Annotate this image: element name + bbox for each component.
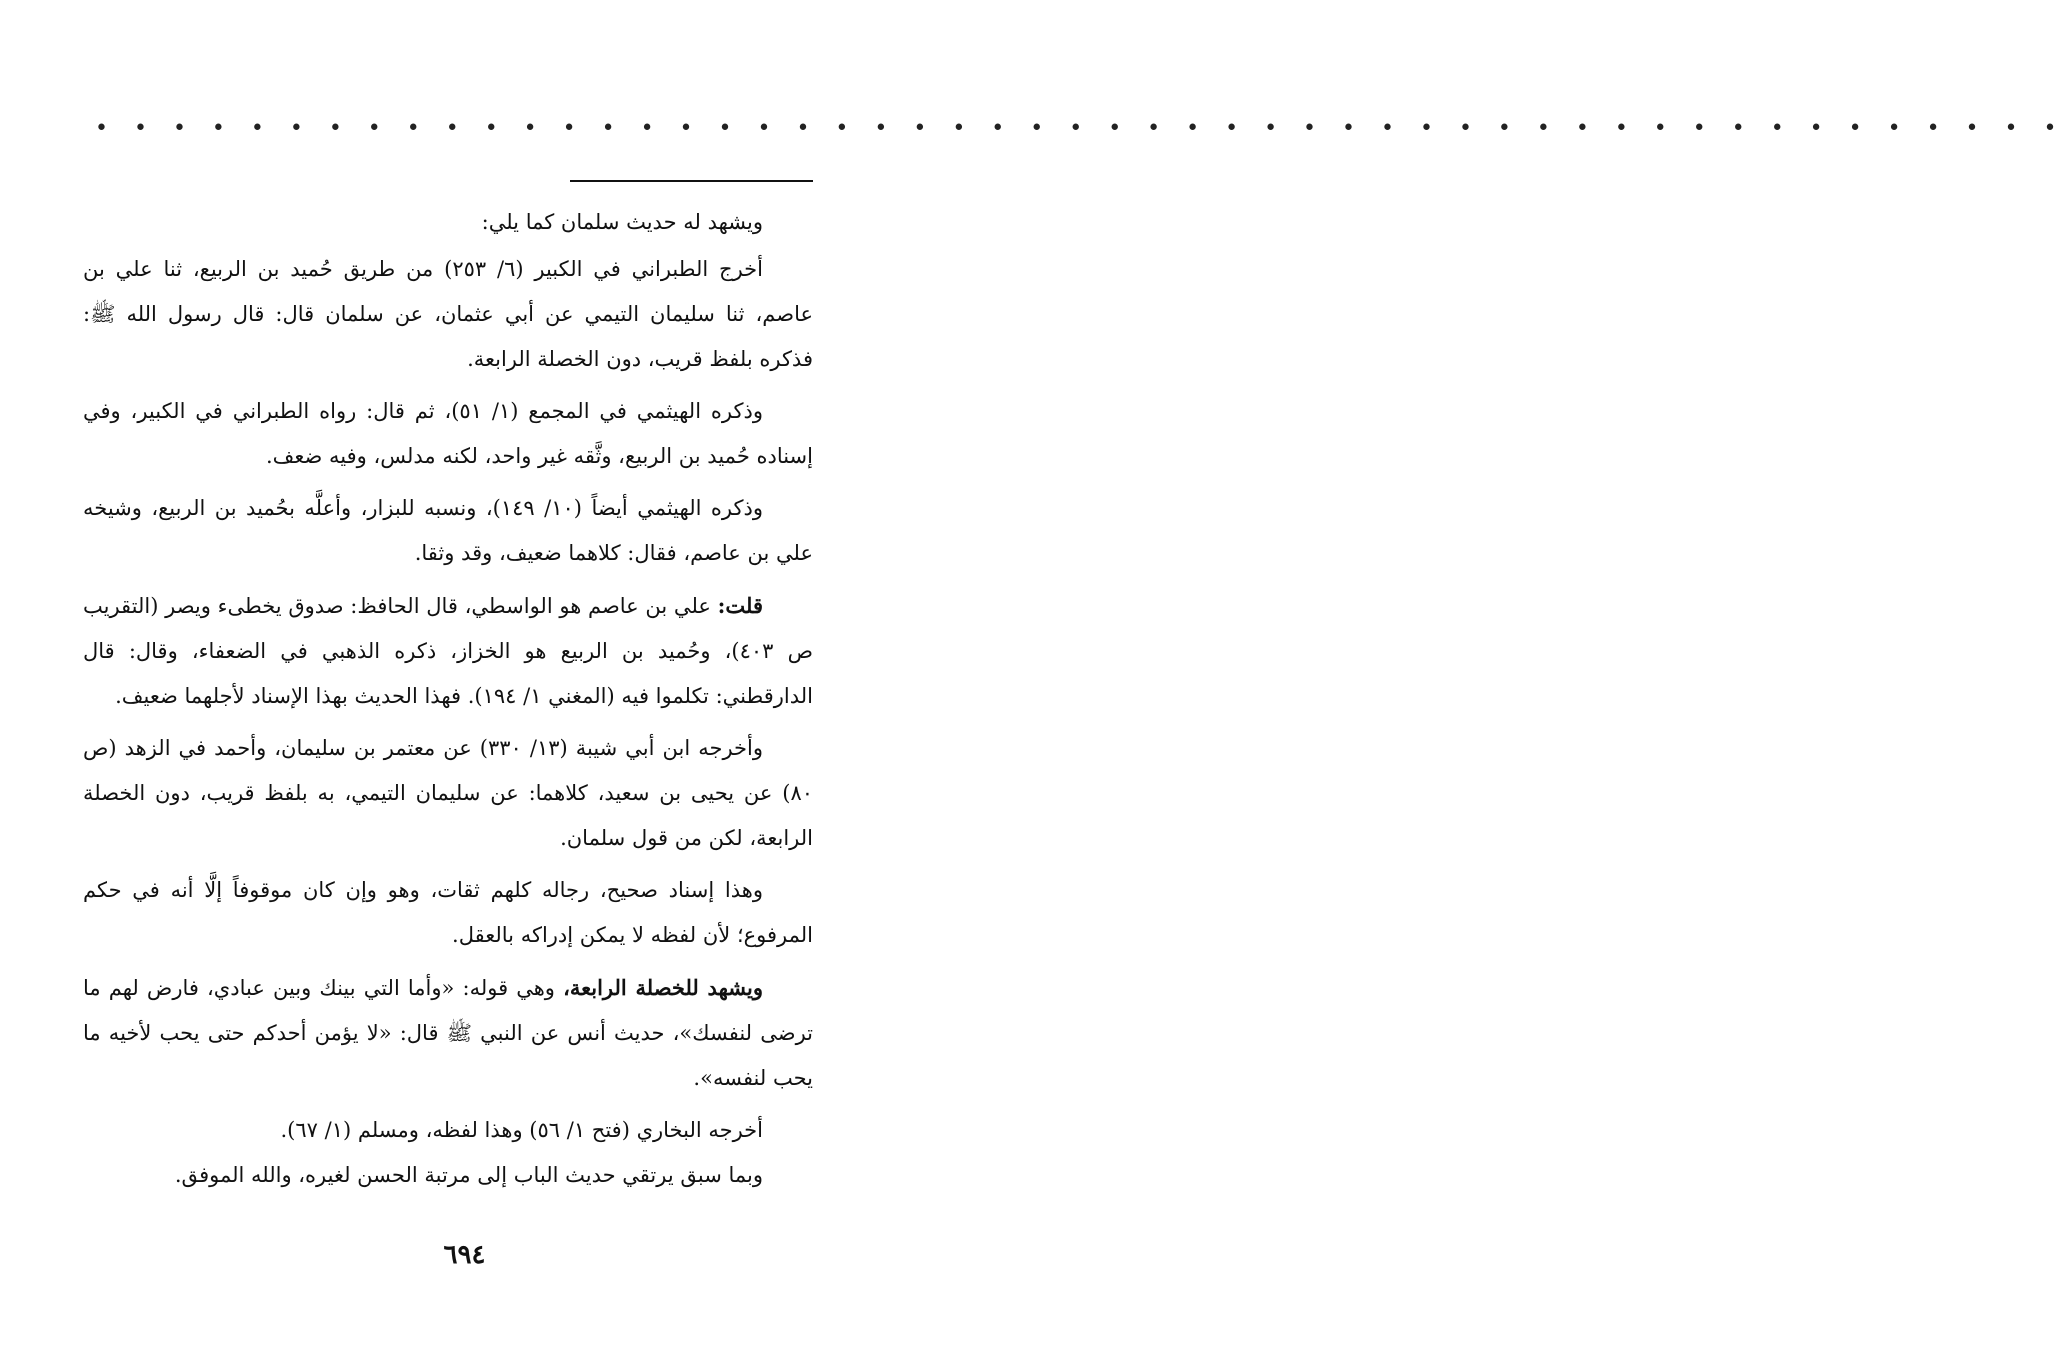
paragraph-0-text: ويشهد له حديث سلمان كما يلي: [481,210,763,234]
footnote-rule [570,180,813,182]
paragraph-4-lead: قلت: [717,593,763,618]
paragraph-4 [83,583,813,719]
paragraph-4-text: علي بن عاصم هو الواسطي، قال الحافظ: صدوق يخطىء ويصر (التقريب ص ٤٠٣)، وحُميد بن الربيع هو الخزاز، ذكره الذهبي في الضعفاء، وقال: قال الدارقطني: تكلموا فيه (المغني ١/ ١٩٤). فهذا الحديث بهذا الإسناد لأجلهما ضعيف. [83,594,813,708]
paragraph-7 [83,965,813,1101]
paragraph-2 [83,389,813,479]
paragraph-3-text: وذكره الهيثمي أيضاً (١٠/ ١٤٩)، ونسبه للبزار، وأعلَّه بحُميد بن الربيع، وشيخه علي بن عاصم، فقال: كلاهما ضعيف، وقد وثقا. [83,496,813,565]
paragraph-8-text: أخرجه البخاري (فتح ١/ ٥٦) وهذا لفظه، ومسلم (١/ ٦٧). [280,1118,763,1142]
paragraph-5 [83,726,813,861]
paragraph-1 [83,247,813,382]
paragraph-1-text: أخرج الطبراني في الكبير (٦/ ٢٥٣) من طريق حُميد بن الربيع، ثنا علي بن عاصم، ثنا سليمان التيمي عن أبي عثمان، عن سلمان قال: قال رسول الله ﷺ: فذكره بلفظ قريب، دون الخصلة الرابعة. [83,257,813,371]
paragraph-9-text: وبما سبق يرتقي حديث الباب إلى مرتبة الحسن لغيره، والله الموفق. [174,1163,763,1187]
dotted-separator: • • • • • • • • • • • • • • • • • • • • • • • • • • • • • • • • • • • • • • • • • • • • • • • • • • • [95,116,2066,141]
paragraph-3 [83,486,813,576]
paragraph-2-text: وذكره الهيثمي في المجمع (١/ ٥١)، ثم قال: رواه الطبراني في الكبير، وفي إسناده حُميد بن الربيع، وثَّقه غير واحد، لكنه مدلس، وفيه ضعف. [83,399,813,468]
paragraph-9 [83,1153,813,1198]
paragraph-0 [83,200,813,245]
paragraph-7-text: وهي قوله: «وأما التي بينك وبين عبادي، فارض لهم ما ترضى لنفسك»، حديث أنس عن النبي ﷺ قال: «لا يؤمن أحدكم حتى يحب لأخيه ما يحب لنفسه». [83,976,813,1090]
paragraph-6-text: وهذا إسناد صحيح، رجاله كلهم ثقات، وهو وإن كان موقوفاً إلَّا أنه في حكم المرفوع؛ لأن لفظه لا يمكن إدراكه بالعقل. [83,878,813,947]
paragraph-7-lead: ويشهد للخصلة الرابعة، [563,975,763,1000]
paragraph-8 [83,1108,813,1153]
paragraph-6 [83,868,813,958]
main-text [83,200,813,1198]
paragraph-5-text: وأخرجه ابن أبي شيبة (١٣/ ٣٣٠) عن معتمر بن سليمان، وأحمد في الزهد (ص ٨٠) عن يحيى بن سعيد، كلاهما: عن سليمان التيمي، به بلفظ قريب، دون الخصلة الرابعة، لكن من قول سلمان. [83,736,813,850]
page-number: ٦٩٤ [443,1240,486,1270]
